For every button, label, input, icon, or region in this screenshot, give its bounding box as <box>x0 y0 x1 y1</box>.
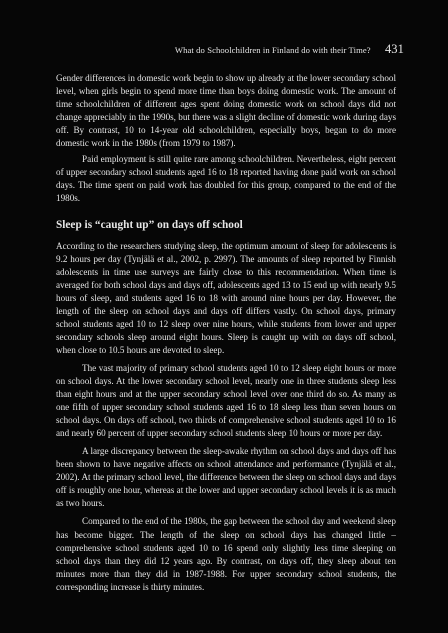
page-number: 431 <box>384 42 404 56</box>
running-title: What do Schoolchildren in Finland do with their Time? <box>174 45 371 55</box>
section-heading: Sleep is “caught up” on days off school <box>56 219 243 232</box>
paragraph-sleep-hours: The vast majority of primary school students aged 10 to 12 sleep eight hours or more on school days. At the lower secondary school level, nearly one in three students sleep less than eight hours and at the upper secondary school level over one third do so. As many as one fifth of upper secondary school students aged 16 to 18 sleep less than seven hours on school days. On days off school, two thirds of comprehensive school students aged 10 to 16 and nearly 60 percent of upper secondary school students sleep 10 hours or more per day. <box>56 362 396 439</box>
body-text <box>56 72 396 594</box>
paragraph-sleep-gap: Compared to the end of the 1980s, the gap between the school day and weekend sleep has become bigger. The length of the sleep on school days has changed little – comprehensive school students aged 10 to 16 spend only slightly less time sleeping on school days than they did 12 years ago. By contrast, on days off, they sleep about ten minutes more than they did in 1987-1988. For upper secondary school students, the corresponding increase is thirty minutes. <box>56 516 396 592</box>
paragraph-sleep-discrepancy: A large discrepancy between the sleep-awake rhythm on school days and days off has been shown to have negative affects on school attendance and performance (Tynjälä et al., 2002). At the primary school level, the difference between the sleep on school days and days off is roughly one hour, whereas at the lower and upper secondary school levels it is as much as two hours. <box>56 446 396 509</box>
paragraph-sleep-optimum: According to the researchers studying sleep, the optimum amount of sleep for adolescents is 9.2 hours per day (Tynjälä et al., 2002, p. 2997). The amounts of sleep reported by Finnish adolescents in time use surveys are fairly close to this recommendation. When time is averaged for both school days and days off, adolescents aged 13 to 15 end up with nearly 9.5 hours of sleep, and students aged 16 to 18 with around nine hours per day. However, the length of the sleep on school days and days off differs vastly. On school days, primary school students aged 10 to 12 sleep over nine hours, while students from lower and upper secondary schools sleep around eight hours. Sleep is caught up with on days off school, when close to 10.5 hours are devoted to sleep. <box>56 240 396 355</box>
paragraph-domestic-work: Gender differences in domestic work begin to show up already at the lower secondary school level, when girls begin to spend more time than boys doing domestic work. The amount of time schoolchildren of different ages spent doing domestic work on school days did not change appreciably in the 1990s, but there was a slight decline of domestic work during days off. By contrast, 10 to 14-year old schoolchildren, especially boys, began to do more domestic work in the 1980s (from 1979 to 1987). <box>56 73 396 149</box>
running-head <box>60 42 404 57</box>
paragraph-paid-employment: Paid employment is still quite rare among schoolchildren. Nevertheless, eight percent of upper secondary school students aged 16 to 18 reported having done paid work on school days. The time spent on paid work has doubled for this group, compared to the end of the 1980s. <box>56 154 396 204</box>
